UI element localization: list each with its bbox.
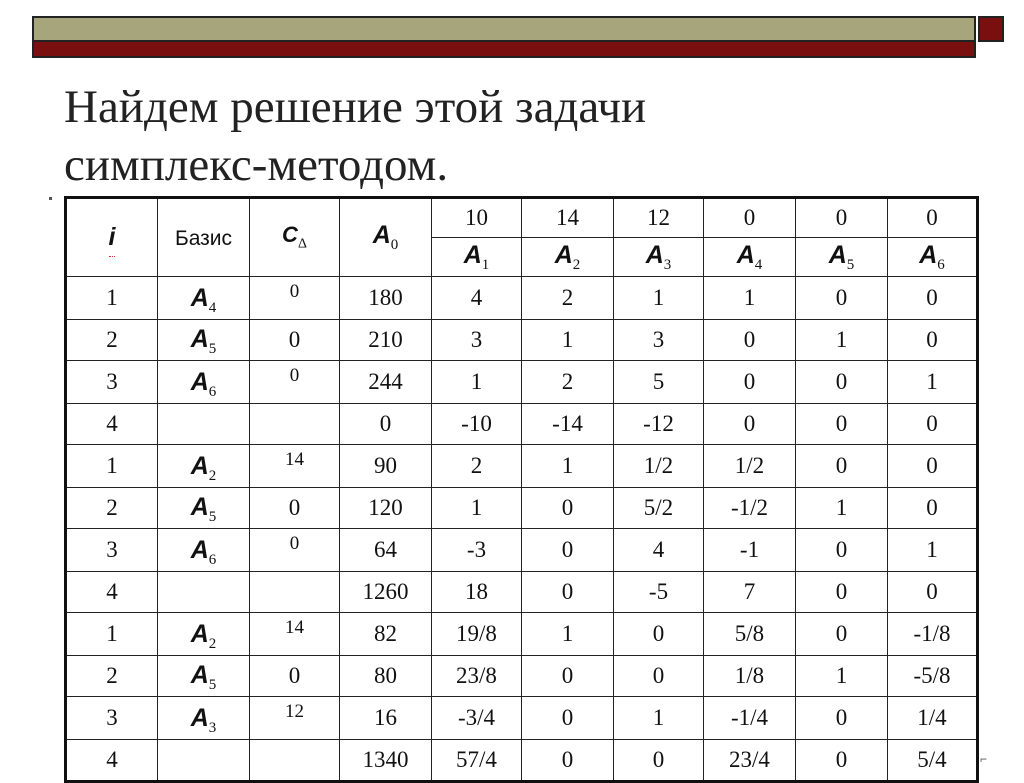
cell-basis: $A_5$	[158, 656, 250, 697]
cell-a: 2	[522, 361, 614, 404]
cell-cb: 0	[250, 529, 340, 572]
header-i: i	[66, 198, 158, 277]
cell-cb	[250, 572, 340, 613]
cell-basis	[158, 572, 250, 613]
cell-a: 0	[796, 529, 888, 572]
cell-cb: 12	[250, 697, 340, 740]
cell-a: 1	[522, 613, 614, 656]
cell-a: 2	[432, 445, 522, 488]
cell-i: 1	[66, 277, 158, 320]
cell-a: 0	[888, 488, 978, 529]
cell-i: 3	[66, 361, 158, 404]
cell-a: 0	[796, 572, 888, 613]
cell-i: 1	[66, 445, 158, 488]
table-row	[66, 572, 978, 613]
cell-a0: 0	[340, 404, 432, 445]
cell-i: 4	[66, 404, 158, 445]
cell-a0: 64	[340, 529, 432, 572]
cell-a: 7	[704, 572, 796, 613]
cell-i: 2	[66, 488, 158, 529]
cell-a: 0	[796, 277, 888, 320]
title-line-2: симплекс-методом.	[64, 139, 449, 191]
decorative-bar-red	[32, 42, 976, 58]
cell-a0: 120	[340, 488, 432, 529]
cell-i: 2	[66, 320, 158, 361]
slide-corner-mark: ⌐	[980, 752, 988, 766]
cell-a: 0	[704, 320, 796, 361]
cell-cb: 0	[250, 488, 340, 529]
cell-a0: 16	[340, 697, 432, 740]
slide-title	[64, 78, 964, 194]
header-cost: 0	[888, 198, 978, 238]
cell-a: 1	[614, 277, 704, 320]
cell-a0: 210	[340, 320, 432, 361]
cell-cb	[250, 740, 340, 782]
cell-a: 1	[888, 529, 978, 572]
header-cb: $C_\Delta$	[250, 198, 340, 277]
cell-a: 0	[522, 697, 614, 740]
cell-a: -3/4	[432, 697, 522, 740]
cell-a: 19/8	[432, 613, 522, 656]
simplex-table	[64, 196, 979, 783]
cell-cb	[250, 404, 340, 445]
cell-a: 18	[432, 572, 522, 613]
cell-i: 3	[66, 697, 158, 740]
cell-basis: $A_6$	[158, 529, 250, 572]
cell-a: -1/2	[704, 488, 796, 529]
cell-a: 0	[796, 445, 888, 488]
cell-a: 0	[704, 404, 796, 445]
header-vector: $A_1$	[432, 238, 522, 277]
cell-a: -5	[614, 572, 704, 613]
cell-a: -1	[704, 529, 796, 572]
cell-a: 0	[522, 572, 614, 613]
cell-a: 2	[522, 277, 614, 320]
cell-a: 1	[432, 488, 522, 529]
cell-a: 5	[614, 361, 704, 404]
cell-a: 1/2	[704, 445, 796, 488]
table-row	[66, 404, 978, 445]
cell-cb: 14	[250, 613, 340, 656]
cell-a: 3	[432, 320, 522, 361]
cell-cb: 0	[250, 361, 340, 404]
cell-basis: $A_5$	[158, 320, 250, 361]
table-row	[66, 320, 978, 361]
table-row	[66, 445, 978, 488]
decorative-square	[978, 16, 1004, 42]
cell-a: 0	[614, 740, 704, 782]
cell-a: 23/8	[432, 656, 522, 697]
cell-a: 0	[888, 572, 978, 613]
cell-a: 1/2	[614, 445, 704, 488]
cell-a0: 1340	[340, 740, 432, 782]
cell-a: -10	[432, 404, 522, 445]
cell-i: 1	[66, 613, 158, 656]
cell-basis: $A_3$	[158, 697, 250, 740]
cell-cb: 0	[250, 277, 340, 320]
cell-a: 0	[704, 361, 796, 404]
cell-a: 0	[614, 656, 704, 697]
header-vector: $A_5$	[796, 238, 888, 277]
cell-a: 0	[888, 404, 978, 445]
cell-i: 4	[66, 740, 158, 782]
decorative-bar-olive	[32, 16, 976, 42]
table-row	[66, 361, 978, 404]
title-line-1: Найдем решение этой задачи	[64, 81, 647, 133]
cell-basis: $A_6$	[158, 361, 250, 404]
cell-a: 1	[522, 320, 614, 361]
table-row	[66, 529, 978, 572]
cell-a: 0	[796, 361, 888, 404]
cell-a: 0	[796, 613, 888, 656]
cell-a0: 82	[340, 613, 432, 656]
decorative-dot	[49, 197, 52, 200]
header-cost: 12	[614, 198, 704, 238]
cell-a: 0	[614, 613, 704, 656]
cell-cb: 14	[250, 445, 340, 488]
header-vector: $A_6$	[888, 238, 978, 277]
cell-a: -14	[522, 404, 614, 445]
cell-a: 4	[614, 529, 704, 572]
cell-a: 0	[522, 488, 614, 529]
header-a0: $A_0$	[340, 198, 432, 277]
cell-basis: $A_4$	[158, 277, 250, 320]
cell-a0: 90	[340, 445, 432, 488]
cell-a: 0	[522, 529, 614, 572]
cell-a: 1	[796, 320, 888, 361]
cell-a: 1	[704, 277, 796, 320]
cell-a: 1	[614, 697, 704, 740]
cell-i: 2	[66, 656, 158, 697]
cell-a0: 80	[340, 656, 432, 697]
cell-basis	[158, 740, 250, 782]
header-basis: Базис	[158, 198, 250, 277]
cell-a: 5/4	[888, 740, 978, 782]
cell-a: 5/8	[704, 613, 796, 656]
cell-i: 3	[66, 529, 158, 572]
cell-a: 0	[522, 740, 614, 782]
table-row	[66, 613, 978, 656]
cell-a: -1/4	[704, 697, 796, 740]
table-row	[66, 488, 978, 529]
cell-a: 0	[796, 740, 888, 782]
cell-basis: $A_5$	[158, 488, 250, 529]
cell-a: 0	[796, 404, 888, 445]
table-row	[66, 740, 978, 782]
cell-basis: $A_2$	[158, 445, 250, 488]
cell-a: 0	[888, 277, 978, 320]
header-cost: 0	[796, 198, 888, 238]
cell-a: 0	[796, 697, 888, 740]
cell-a0: 1260	[340, 572, 432, 613]
cell-a: 1/4	[888, 697, 978, 740]
cell-a: 4	[432, 277, 522, 320]
cell-a: -5/8	[888, 656, 978, 697]
table-row	[66, 697, 978, 740]
table-row	[66, 277, 978, 320]
header-cost: 0	[704, 198, 796, 238]
cell-a: 5/2	[614, 488, 704, 529]
header-row-costs	[66, 198, 978, 238]
cell-a: 1	[796, 488, 888, 529]
cell-a: 3	[614, 320, 704, 361]
header-cost: 14	[522, 198, 614, 238]
cell-a: 0	[888, 320, 978, 361]
header-vector: $A_4$	[704, 238, 796, 277]
cell-cb: 0	[250, 320, 340, 361]
cell-basis	[158, 404, 250, 445]
cell-a: 1	[432, 361, 522, 404]
cell-a: 1	[888, 361, 978, 404]
header-vector: $A_2$	[522, 238, 614, 277]
cell-i: 4	[66, 572, 158, 613]
cell-basis: $A_2$	[158, 613, 250, 656]
cell-a: 23/4	[704, 740, 796, 782]
table-row	[66, 656, 978, 697]
cell-a: 57/4	[432, 740, 522, 782]
cell-a: 1/8	[704, 656, 796, 697]
cell-a: 1	[522, 445, 614, 488]
cell-a: 1	[796, 656, 888, 697]
cell-cb: 0	[250, 656, 340, 697]
cell-a: 0	[888, 445, 978, 488]
cell-a: -12	[614, 404, 704, 445]
cell-a: -1/8	[888, 613, 978, 656]
header-vector: $A_3$	[614, 238, 704, 277]
header-cost: 10	[432, 198, 522, 238]
cell-a: -3	[432, 529, 522, 572]
cell-a0: 244	[340, 361, 432, 404]
cell-a0: 180	[340, 277, 432, 320]
cell-a: 0	[522, 656, 614, 697]
